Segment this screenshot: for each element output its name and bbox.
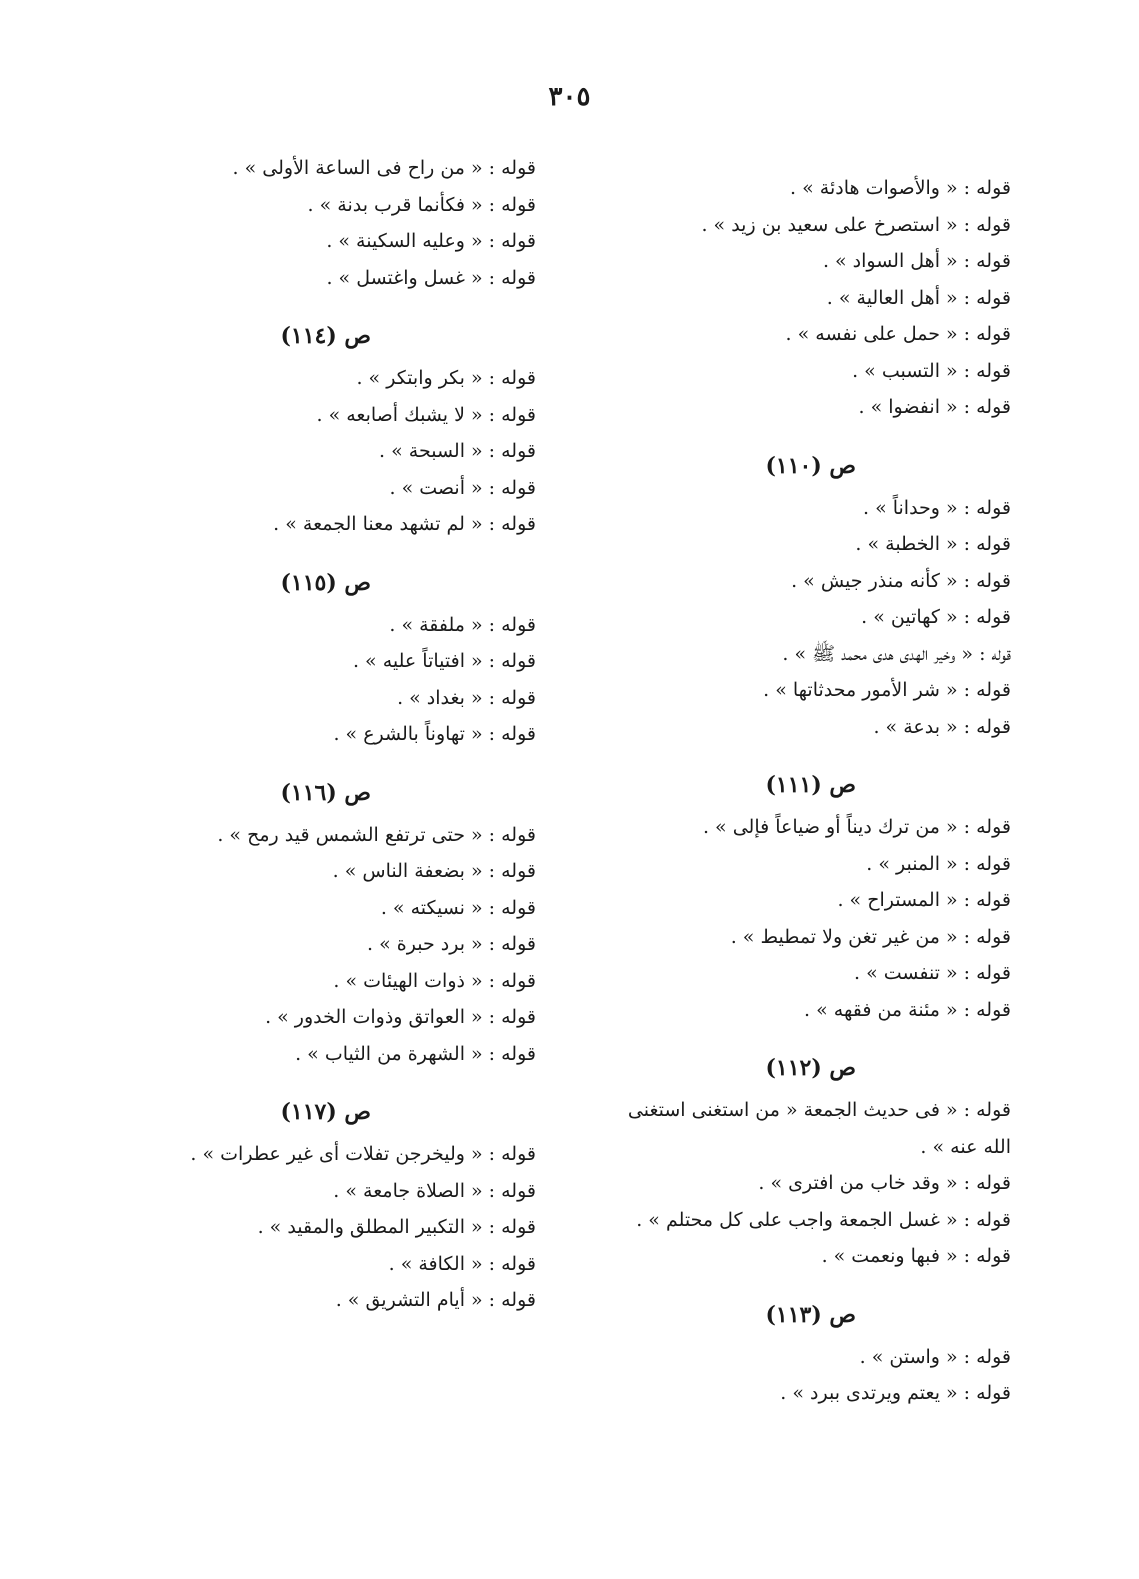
right-column: [561, 170, 1011, 1434]
section-heading: ص (١١٠): [765, 452, 856, 479]
entry-line: قوله : « بغداد » .: [397, 686, 536, 709]
section-heading: ص (١١٥): [280, 569, 371, 596]
entry-line: قوله : « وقد خاب من افترى » .: [758, 1172, 1011, 1194]
entry-line: قوله : « وعليه السكينة » .: [326, 230, 536, 252]
entry-line: قوله : « شر الأمور محدثاتها » .: [763, 679, 1011, 701]
entry-line: قوله : « المنبر » .: [866, 852, 1011, 875]
entry-line: قوله : « واستن » .: [859, 1345, 1011, 1368]
entry-line: قوله : « أنصت » .: [389, 476, 536, 499]
section-heading: ص (١١٤): [280, 323, 371, 349]
entry-line: قوله : « فكأنما قرب بدنة » .: [307, 193, 536, 216]
section-heading: ص (١١٢): [765, 1055, 856, 1081]
entry-line: قوله : « التسبب » .: [852, 359, 1011, 382]
entry-line: قوله : « أيام التشريق » .: [335, 1289, 536, 1311]
entry-line: قوله : « غسل واغتسل » .: [326, 266, 536, 289]
entry-line: قوله : « لم تشهد معنا الجمعة » .: [273, 513, 536, 535]
left_column-section: [86, 565, 536, 753]
entry-line: قوله : « ذوات الهيئات » .: [333, 969, 536, 992]
entry-line: قوله : « السبحة » .: [379, 440, 536, 462]
entry-line: قوله : « انفضوا » .: [858, 396, 1011, 418]
entry-line: قوله : « بكر وابتكر » .: [356, 367, 536, 389]
entry-line: قوله : « تهاوناً بالشرع » .: [333, 723, 536, 745]
entry-line: قوله : « كهاتين » .: [861, 606, 1011, 628]
entry-line: قوله : « يعتم ويرتدى ببرد » .: [780, 1382, 1011, 1404]
entry-line: قوله : « حمل على نفسه » .: [785, 323, 1011, 345]
entry-line: قوله : « كأنه منذر جيش » .: [791, 569, 1011, 592]
section-heading: ص (١١٣): [765, 1301, 856, 1328]
section-heading: ص (١١١): [765, 772, 856, 798]
right_column-section: [561, 1050, 1011, 1275]
section-heading: ص (١١٧): [280, 1099, 371, 1125]
entry-line: قوله : « برد حبرة » .: [367, 933, 536, 955]
section-heading: ص (١١٦): [280, 779, 371, 806]
right_column-section: [561, 170, 1011, 426]
entry-line: قوله : « وخير الهدى هدى محمد ﷺ » .: [782, 642, 1011, 665]
entry-line: قوله : « افتياتاً عليه » .: [352, 650, 536, 672]
left_column-section: [86, 318, 536, 543]
entry-line: قوله : « نسيكته » .: [380, 896, 536, 919]
entry-line: الله عنه » .: [920, 1135, 1011, 1158]
entry-line: قوله : « غسل الجمعة واجب على كل محتلم » .: [636, 1208, 1011, 1231]
left_column-section: [86, 1094, 536, 1319]
entry-line: قوله : « فبها ونعمت » .: [821, 1245, 1011, 1267]
entry-line: قوله : « مئنة من فقهه » .: [804, 998, 1011, 1021]
entry-line: قوله : « من غير تغن ولا تمطيط » .: [730, 925, 1011, 948]
entry-line: قوله : « الشهرة من الثياب » .: [295, 1042, 536, 1065]
entry-line: قوله : « فى حديث الجمعة « من استغنى استغنى: [627, 1099, 1011, 1121]
entry-line: قوله : « استصرخ على سعيد بن زيد » .: [701, 213, 1011, 236]
entry-line: قوله : « من راح فى الساعة الأولى » .: [232, 157, 536, 179]
right_column-section: [561, 448, 1011, 746]
left-column: [86, 150, 536, 1341]
entry-line: قوله : « تنفست » .: [853, 962, 1011, 984]
entry-line: قوله : « أهل السواد » .: [822, 250, 1011, 272]
entry-line: قوله : « المستراح » .: [837, 889, 1011, 911]
entry-line: قوله : « من ترك ديناً أو ضياعاً فإلى » .: [702, 816, 1011, 838]
entry-line: قوله : « العواتق وذوات الخدور » .: [265, 1006, 536, 1028]
left_column-section: [86, 150, 536, 296]
entry-line: قوله : « بدعة » .: [873, 715, 1011, 738]
right_column-section: [561, 767, 1011, 1028]
page-number: ٣٠٥: [548, 82, 591, 112]
entry-line: قوله : « وحداناً » .: [862, 496, 1011, 519]
entry-line: قوله : « الصلاة جامعة » .: [333, 1179, 536, 1202]
entry-line: قوله : « الكافة » .: [388, 1252, 536, 1275]
entry-line: قوله : « حتى ترتفع الشمس قيد رمح » .: [217, 823, 536, 846]
entry-line: قوله : « التكبير المطلق والمقيد » .: [257, 1216, 536, 1238]
entry-line: قوله : « بضعفة الناس » .: [332, 860, 536, 882]
entry-line: قوله : « وليخرجن تفلات أى غير عطرات » .: [190, 1143, 536, 1165]
entry-line: قوله : « والأصوات هادئة » .: [790, 177, 1011, 199]
left_column-section: [86, 775, 536, 1073]
entry-line: قوله : « لا يشبك أصابعه » .: [316, 403, 536, 426]
entry-line: قوله : « الخطبة » .: [855, 533, 1011, 555]
right_column-section: [561, 1297, 1011, 1412]
entry-line: قوله : « ملفقة » .: [389, 613, 536, 636]
entry-line: قوله : « أهل العالية » .: [826, 286, 1011, 309]
